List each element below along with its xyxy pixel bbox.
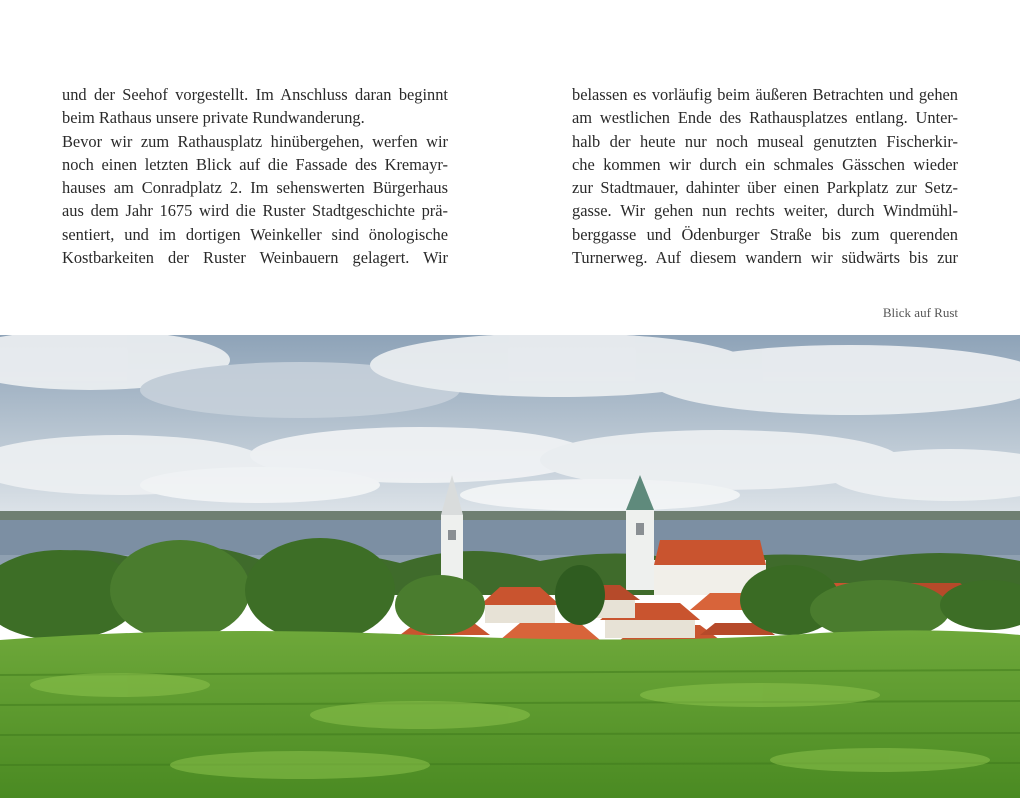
text-line: belassen es vorläufig beim äußeren Betrachten und gehen	[572, 85, 958, 104]
text-line: Kostbarkeiten der Ruster Weinbauern gelagert. Wir	[62, 248, 448, 268]
text-line: zur Stadtmauer, dahinter über einen Parkplatz zur Setz-	[572, 178, 958, 198]
text-line: gasse. Wir gehen nun rechts weiter, durch Windmühl-	[572, 201, 958, 221]
text-line: sentiert, und im dortigen Weinkeller sind önologische	[62, 224, 448, 244]
text-line: che kommen wir durch ein schmales Gässchen wieder	[572, 154, 958, 174]
text-line: aus dem Jahr 1675 wird die Ruster Stadtgeschichte prä-	[62, 201, 448, 221]
photo-caption: Blick auf Rust	[882, 305, 958, 320]
far-shore	[0, 511, 1020, 521]
text-line: halb der heute nur noch museal genutzten Fischerkir-	[572, 131, 958, 151]
text-column-left	[62, 83, 448, 269]
text-line: berggasse und Ödenburger Straße bis zum querenden	[572, 224, 958, 244]
text-line: am westlichen Ende des Rathausplatzes entlang. Unter-	[572, 108, 958, 128]
text-line: Turnerweg. Auf diesem wandern wir südwärts bis zur	[572, 248, 958, 268]
text-line: hauses am Conradplatz 2. Im sehenswerten Bürgerhaus	[62, 178, 448, 198]
text-line: Bevor wir zum Rathausplatz hinübergehen, werfen wir	[62, 131, 448, 151]
text-line: beim Rathaus unsere private Rundwanderung.	[62, 108, 365, 128]
text-line: noch einen letzten Blick auf die Fassade des Kremayr-	[62, 154, 448, 174]
text-column-right	[572, 83, 958, 269]
landscape-photo	[0, 335, 1020, 798]
text-line: und der Seehof vorgestellt. Im Anschluss daran beginnt	[62, 85, 448, 104]
